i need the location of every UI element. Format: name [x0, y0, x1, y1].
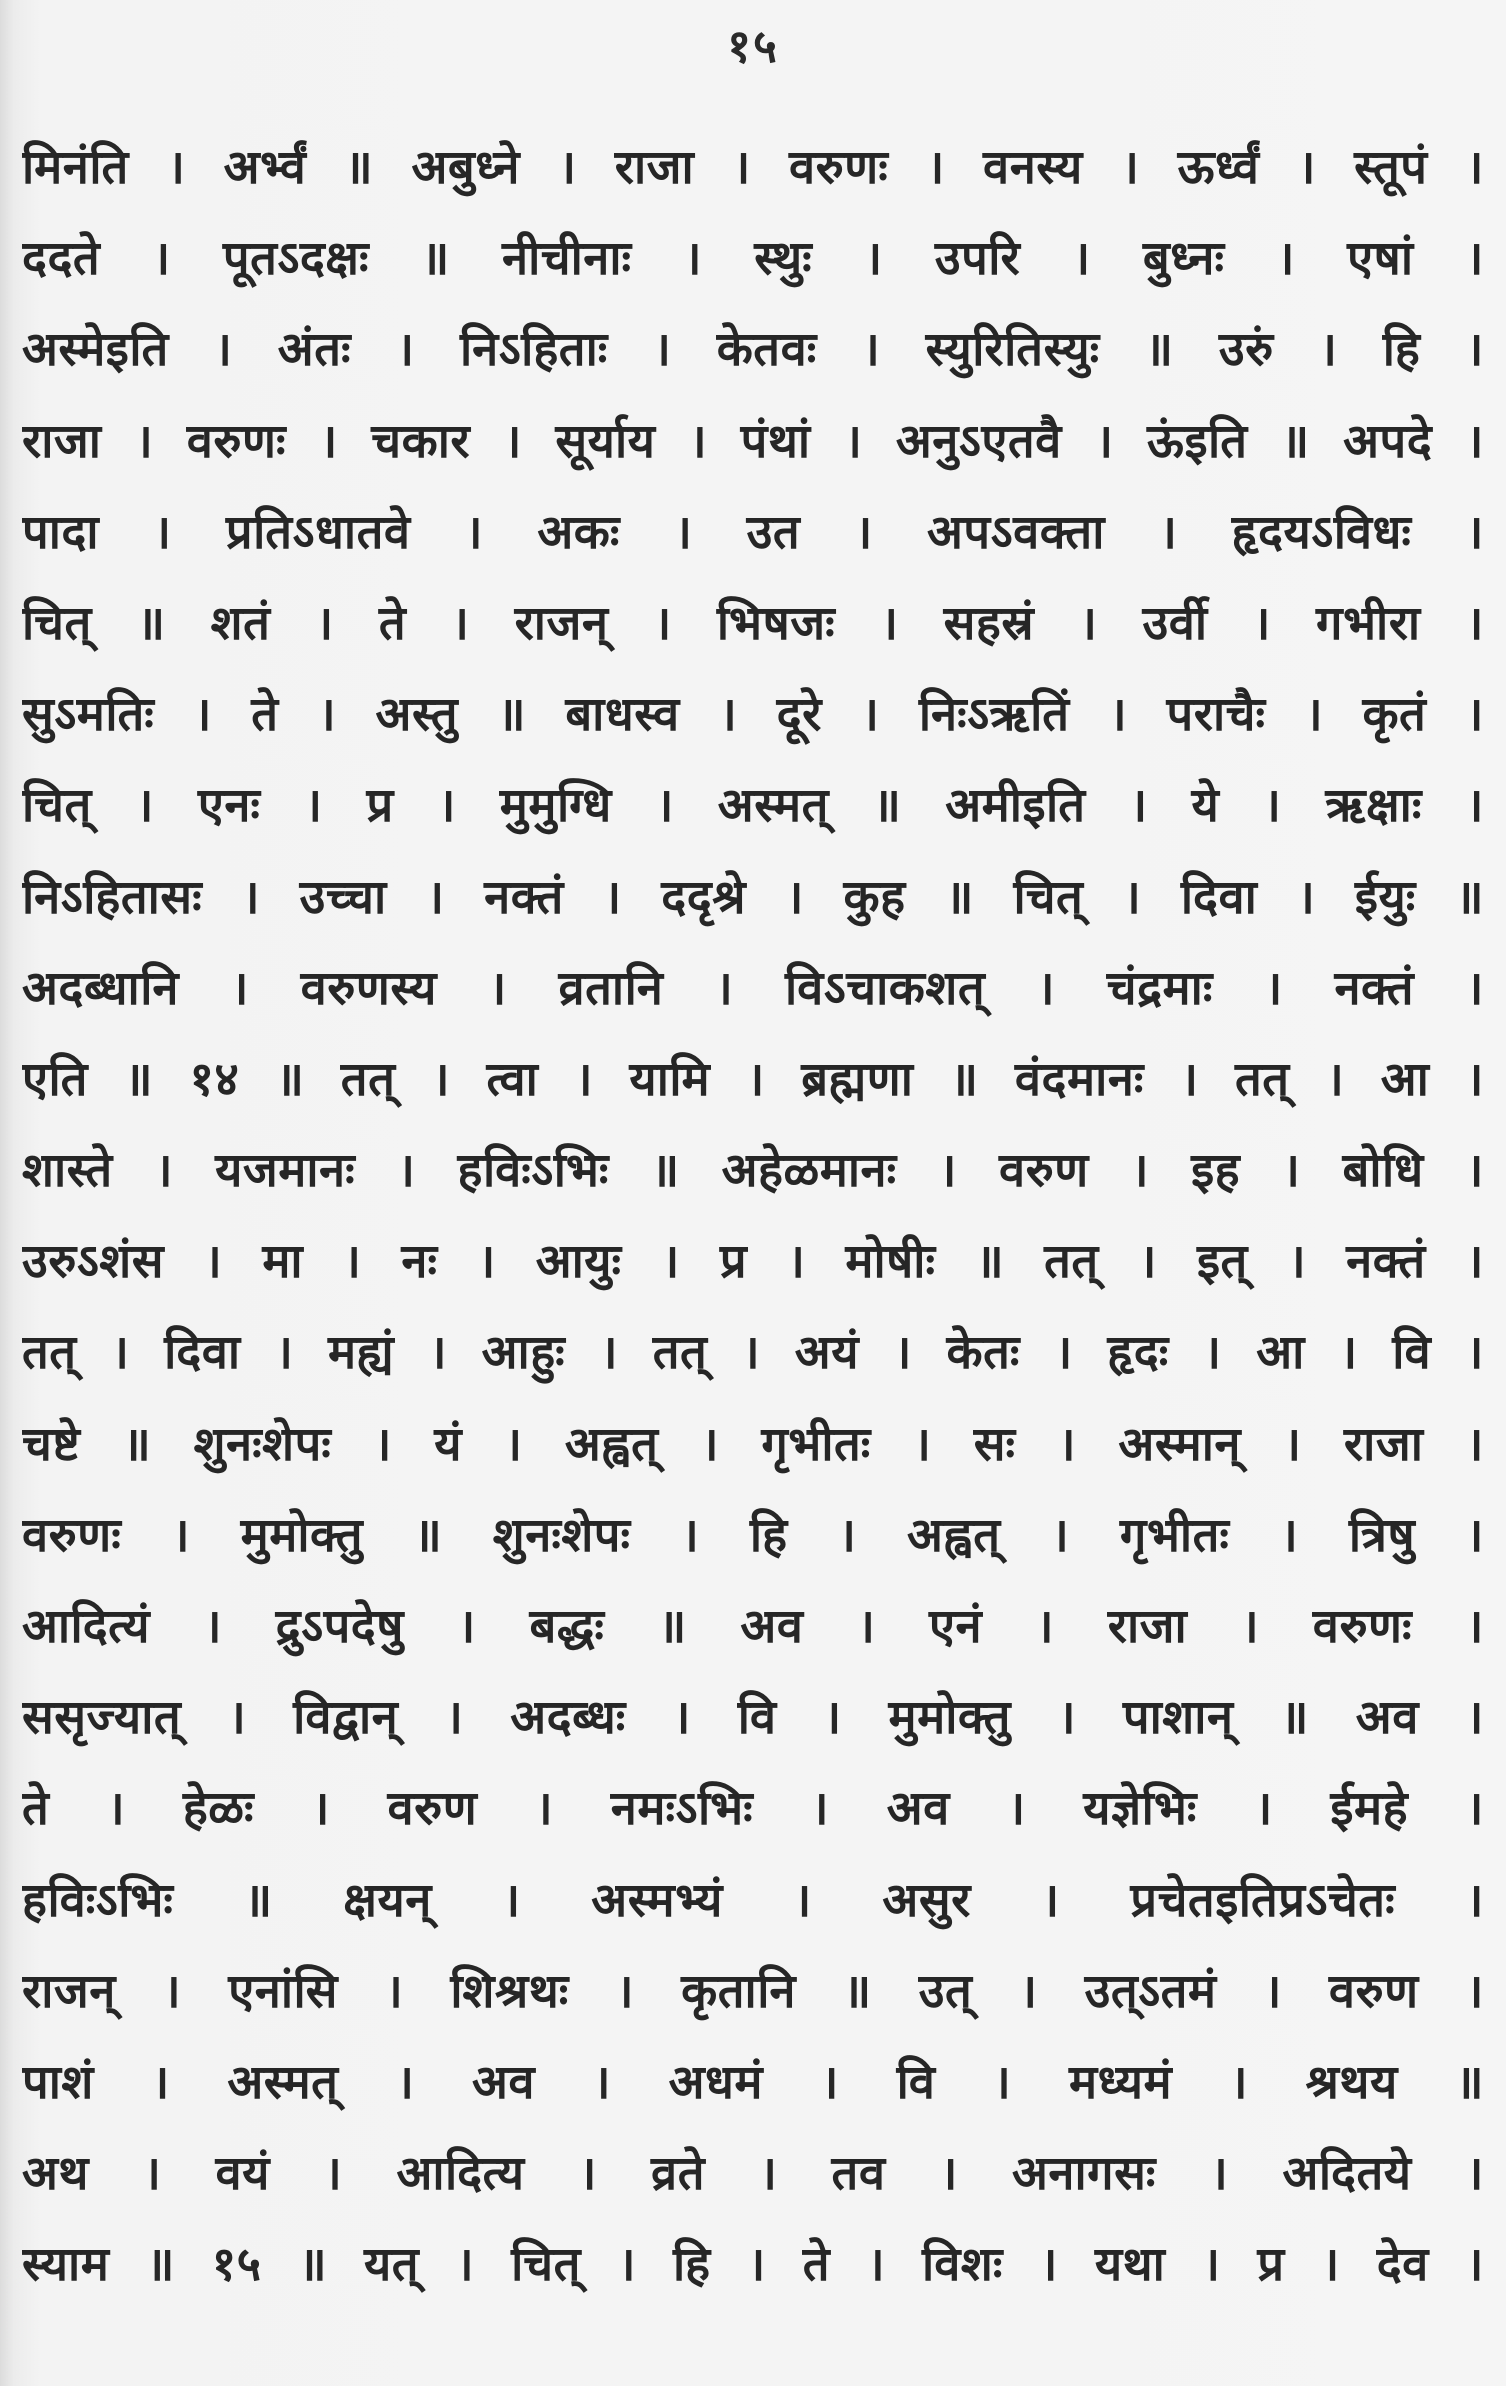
text-line: वरुणः । मुमोक्तु ॥ शुनःशेपः । हि । अह्वत् । गृभीतः । त्रिषु ।: [22, 1507, 1484, 1563]
text-line: पादा । प्रतिऽधातवे । अकः । उत । अपऽवक्ता । हृदयऽविधः ।: [22, 504, 1484, 560]
text-line: अथ । वयं । आदित्य । व्रते । तव । अनागसः । अदितये ।: [22, 2146, 1484, 2202]
text-line: अस्मेइति । अंतः । निऽहिताः । केतवः । स्युरितिस्युः ॥ उरुं । हि ।: [22, 322, 1484, 378]
text-line: एति ॥ १४ ॥ तत् । त्वा । यामि । ब्रह्मणा ॥ वंदमानः । तत् । आ ।: [22, 1051, 1484, 1107]
page-number: १५: [727, 19, 779, 73]
text-line: अदब्धानि । वरुणस्य । व्रतानि । विऽचाकशत् । चंद्रमाः । नक्तं ।: [22, 960, 1484, 1016]
text-line: पाशं । अस्मत् । अव । अधमं । वि । मध्यमं । श्रथय ॥: [22, 2054, 1484, 2110]
text-line: स्याम ॥ १५ ॥ यत् । चित् । हि । ते । विशः । यथा । प्र । देव ।: [22, 2237, 1484, 2293]
text-line: सुऽमतिः । ते । अस्तु ॥ बाधस्व । दूरे । निःऽऋतिं । पराचैः । कृतं ।: [22, 687, 1484, 743]
text-line: मिनंति । अर्भ्वं ॥ अबुध्ने । राजा । वरुणः । वनस्य । ऊर्ध्वं । स्तूपं ।: [22, 140, 1484, 195]
text-line: ते । हेळः । वरुण । नमःऽभिः । अव । यज्ञेभिः । ईमहे ।: [22, 1781, 1484, 1837]
text-line: ससृज्यात् । विद्वान् । अदब्धः । वि । मुमोक्तु । पाशान् ॥ अव ।: [22, 1690, 1484, 1746]
text-line: शास्ते । यजमानः । हविःऽभिः ॥ अहेळमानः । वरुण । इह । बोधि ।: [22, 1143, 1484, 1199]
text-line: राजन् । एनांसि । शिश्रथः । कृतानि ॥ उत् । उत्ऽतमं । वरुण ।: [22, 1963, 1484, 2019]
text-line: चष्टे ॥ शुनःशेपः । यं । अह्वत् । गृभीतः । सः । अस्मान् । राजा ।: [22, 1416, 1484, 1472]
text-line: निऽहितासः । उच्चा । नक्तं । ददृश्रे । कुह ॥ चित् । दिवा । ईयुः ॥: [22, 869, 1484, 925]
text-line: उरुऽशंस । मा । नः । आयुः । प्र । मोषीः ॥ तत् । इत् । नक्तं ।: [22, 1234, 1484, 1290]
text-line: आदित्यं । द्रुऽपदेषु । बद्धः ॥ अव । एनं । राजा । वरुणः ।: [22, 1599, 1484, 1654]
text-line: हविःऽभिः ॥ क्षयन् । अस्मभ्यं । असुर । प्रचेतइतिप्रऽचेतः ।: [22, 1872, 1484, 1928]
text-line: चित् ॥ शतं । ते । राजन् । भिषजः । सहस्रं । उर्वी । गभीरा ।: [22, 595, 1484, 651]
text-line: ददते । पूतऽदक्षः ॥ नीचीनाः । स्थुः । उपरि । बुध्नः । एषां ।: [22, 231, 1484, 287]
text-body: [22, 122, 1484, 2311]
text-line: राजा । वरुणः । चकार । सूर्याय । पंथां । अनुऽएतवै । ऊंइति ॥ अपदे ।: [22, 413, 1484, 469]
text-line: चित् । एनः । प्र । मुमुग्धि । अस्मत् ॥ अमीइति । ये । ऋक्षाः ।: [22, 778, 1484, 834]
text-line: तत् । दिवा । मह्यं । आहुः । तत् । अयं । केतः । हृदः । आ । वि ।: [22, 1325, 1484, 1381]
